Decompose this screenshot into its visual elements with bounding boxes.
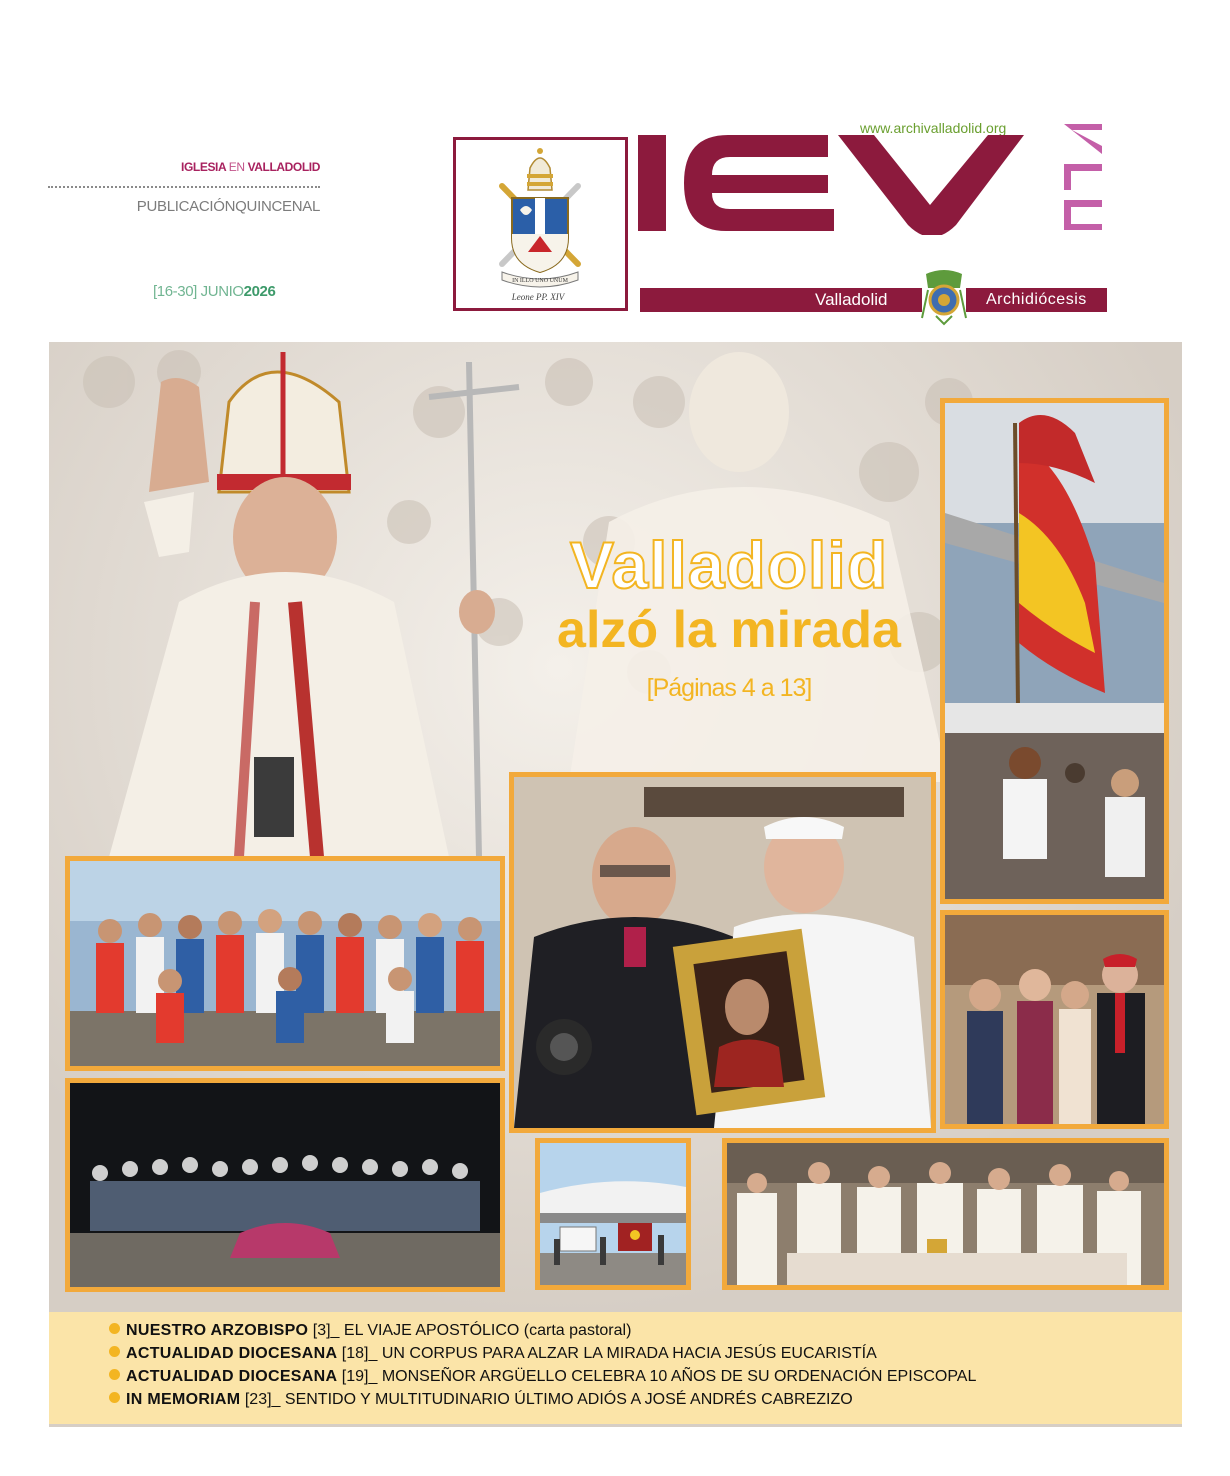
- index-page: [19]_: [341, 1368, 378, 1385]
- brand-word-1: IGLESIA: [181, 160, 226, 174]
- index-section: IN MEMORIAM: [126, 1391, 241, 1408]
- index-section: ACTUALIDAD DIOCESANA: [126, 1368, 338, 1385]
- dotted-divider: [48, 186, 320, 188]
- cover-artwork: [49, 342, 1182, 1427]
- index-page: [18]_: [341, 1345, 378, 1362]
- train-station-image: [945, 403, 1164, 899]
- index-section: NUESTRO ARZOBISPO: [126, 1322, 309, 1339]
- publication-type: PUBLICACIÓNQUINCENAL: [136, 198, 320, 215]
- issue-date-range: [16-30] JUNIO: [153, 283, 244, 300]
- headline-line-1: Valladolid: [569, 528, 889, 602]
- issue-date: [153, 283, 275, 300]
- issue-number-mark: [1058, 120, 1106, 232]
- brand-word-3: VALLADOLID: [247, 160, 320, 174]
- pages-reference: [Páginas 4 a 13]: [646, 674, 812, 702]
- svg-text:Leone PP. XIV: Leone PP. XIV: [511, 292, 565, 302]
- index-page: [3]_: [312, 1322, 340, 1339]
- index-item[interactable]: [109, 1345, 877, 1363]
- publication-brand: [48, 160, 320, 174]
- cardinal-greeting-image: [945, 915, 1164, 1124]
- photo-train-station-flags: [940, 398, 1169, 904]
- papal-coat-of-arms-icon: [456, 140, 625, 308]
- index-title: MONSEÑOR ARGÜELLO CELEBRA 10 AÑOS DE SU ORDENACIÓN EPISCOPAL: [381, 1368, 977, 1385]
- index-title: SENTIDO Y MULTITUDINARIO ÚLTIMO ADIÓS A JOSÉ ANDRÉS CABREZIZO: [284, 1391, 853, 1408]
- index-title: UN CORPUS PARA ALZAR LA MIRADA HACIA JESÚS EUCARISTÍA: [381, 1345, 877, 1362]
- youth-group-image: [70, 861, 500, 1066]
- photo-archbishop-pope-portrait: [509, 772, 936, 1133]
- index-section: ACTUALIDAD DIOCESANA: [126, 1345, 338, 1362]
- index-title: EL VIAJE APOSTÓLICO (carta pastoral): [343, 1322, 632, 1339]
- bullet-icon: [109, 1346, 120, 1357]
- papal-crest-frame: [453, 137, 628, 311]
- papal-audience-image: [514, 777, 931, 1128]
- archdiocese-seal-icon: [916, 268, 972, 326]
- bar-archdiocese: Archidiócesis: [986, 291, 1087, 308]
- headline-line-2: alzó la mirada: [557, 601, 901, 659]
- index-page: [23]_: [244, 1391, 281, 1408]
- bullet-icon: [109, 1323, 120, 1334]
- contents-index: [49, 1312, 1182, 1424]
- bullet-icon: [109, 1392, 120, 1403]
- issue-year: 2026: [243, 283, 276, 300]
- mass-image: [727, 1143, 1164, 1285]
- photo-airport-departure: [535, 1138, 691, 1290]
- photo-night-group: [65, 1078, 505, 1292]
- brand-word-2: EN: [228, 160, 245, 174]
- airport-image: [540, 1143, 686, 1285]
- photo-mass-concelebration: [722, 1138, 1169, 1290]
- masthead-left: [48, 160, 320, 215]
- index-item[interactable]: [109, 1391, 853, 1409]
- bullet-icon: [109, 1369, 120, 1380]
- svg-text:IN ILLO UNO UNUM: IN ILLO UNO UNUM: [512, 278, 568, 284]
- night-gathering-image: [70, 1083, 500, 1287]
- photo-youth-group: [65, 856, 505, 1071]
- bar-city: Valladolid: [815, 290, 888, 309]
- website-url[interactable]: www.archivalladolid.org: [860, 120, 1007, 136]
- cover-headline: [519, 528, 939, 703]
- photo-cardinal-children: [940, 910, 1169, 1129]
- index-item[interactable]: [109, 1368, 976, 1386]
- iev-logo: [638, 135, 1028, 235]
- index-item[interactable]: [109, 1322, 631, 1340]
